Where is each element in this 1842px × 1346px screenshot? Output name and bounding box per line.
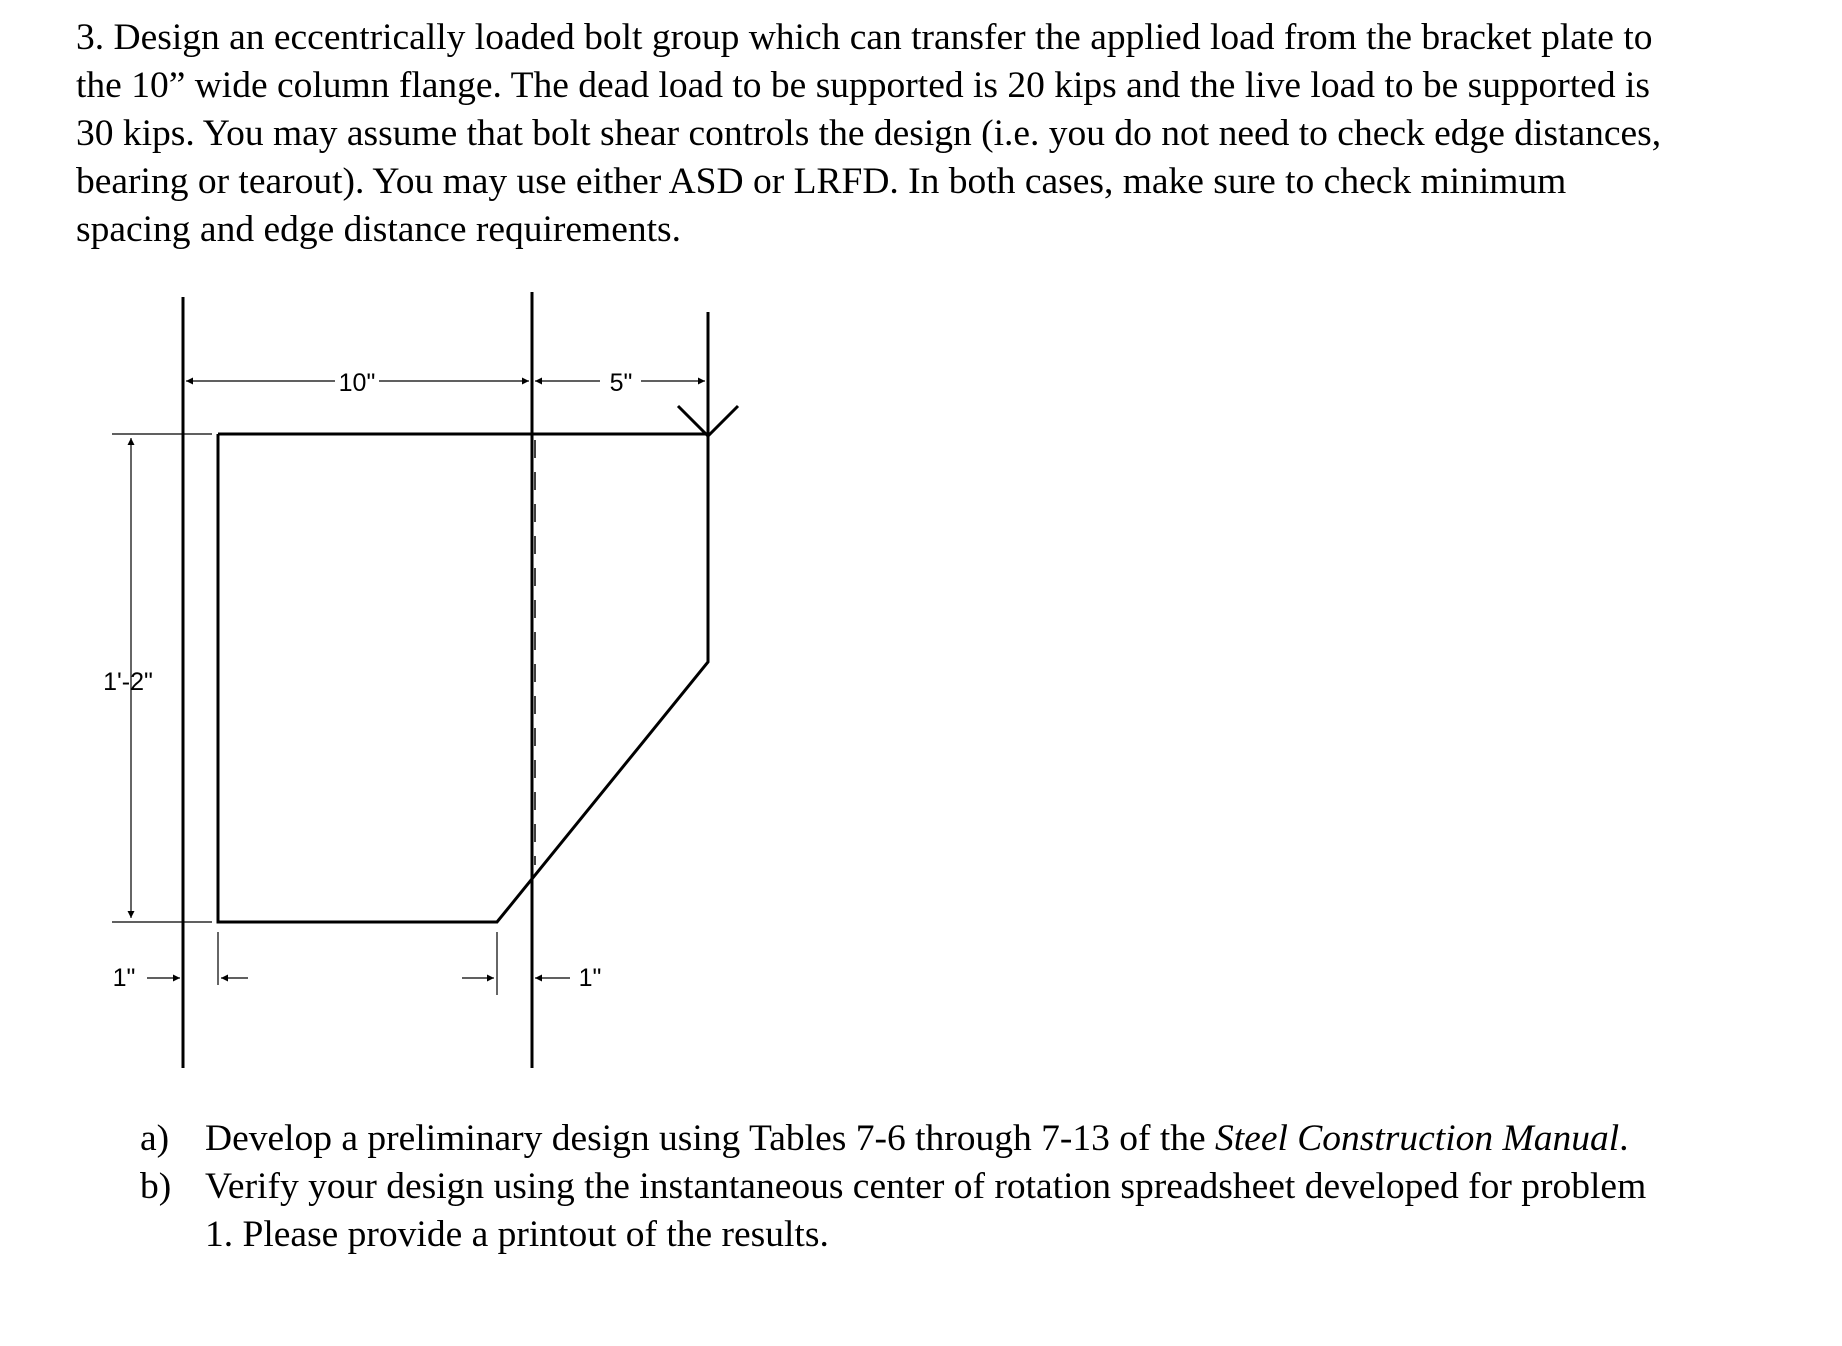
problem-line: spacing and edge distance requirements.: [76, 209, 681, 250]
dimension-label-height: 1'-2": [103, 668, 153, 696]
question-item-b: [140, 1163, 1800, 1259]
problem-line: bearing or tearout). You may use either ASD or LRFD. In both cases, make sure to check minimum: [76, 161, 1567, 202]
question-text-part: .: [1619, 1118, 1629, 1159]
question-text-part: Develop a preliminary design using Tables 7-6 through 7-13 of the: [205, 1118, 1216, 1159]
problem-line: 3. Design an eccentrically loaded bolt group which can transfer the applied load from the bracket plate to: [76, 17, 1653, 58]
question-label: b): [140, 1166, 172, 1207]
dimension-label-5in: 5": [609, 369, 633, 397]
question-text-continued: 1. Please provide a printout of the results.: [205, 1214, 829, 1255]
dimension-label-1in-left: 1": [112, 964, 136, 992]
problem-line: the 10” wide column flange. The dead load to be supported is 20 kips and the live load to be supported is: [76, 65, 1650, 106]
question-item-a: [140, 1115, 1800, 1163]
dimension-label-10in: 10": [338, 369, 376, 397]
question-label: a): [140, 1118, 170, 1159]
question-text: [205, 1115, 1800, 1163]
bracket-plate-outline: [218, 434, 708, 922]
problem-line: 30 kips. You may assume that bolt shear controls the design (i.e. you do not need to check edge distances,: [76, 113, 1662, 154]
question-list: [140, 1115, 1800, 1259]
dimension-label-1in-right: 1": [578, 964, 602, 992]
manual-title: Steel Construction Manual: [1215, 1118, 1620, 1159]
question-text: Verify your design using the instantaneous center of rotation spreadsheet developed for problem: [205, 1166, 1647, 1207]
